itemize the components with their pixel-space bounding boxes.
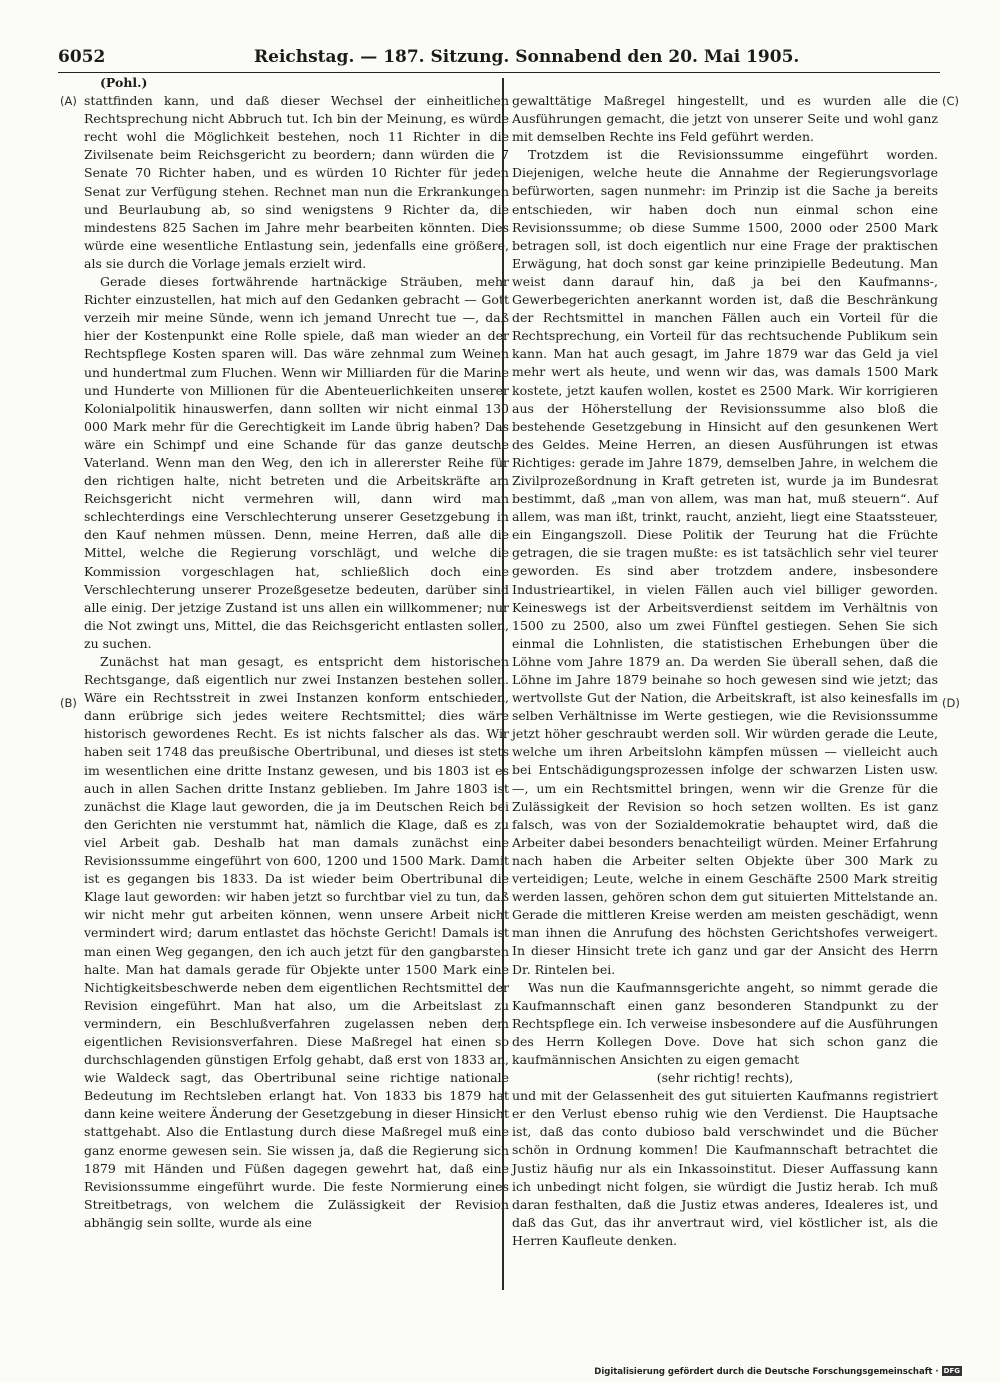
right-column	[512, 92, 938, 1250]
page-header	[58, 46, 940, 73]
paragraph: Gerade dieses fortwährende hartnäckige Sträuben, mehr Richter einzustellen, hat mich auf den Gedanken gebracht — Gott verzeih mir meine Sünde, wenn ich jemand Unrecht tue —, daß hier der Kostenpunkt eine Rolle spiele, daß man wieder an der Rechtspflege Kosten sparen will. Das wäre zehnmal zum Weinen und hundertmal zum Fluchen. Wenn wir Milliarden für die Marine und Hunderte von Millionen für die Abenteuerlichkeiten unserer Kolonialpolitik hinauswerfen, dann sollten wir nicht einmal 130 000 Mark mehr für die Gerechtigkeit im Lande übrig haben? Das wäre ein Schimpf und eine Schande für das ganze deutsche Vaterland. Wenn man den Weg, den ich in allererster Reihe für den richtigen halte, nicht betreten und die Arbeitskräfte am Reichsgericht nicht vermehren will, dann wird man schlechterdings eine Verschlechterung unserer Gesetzgebung in den Kauf nehmen müssen. Denn, meine Herren, daß alle die Mittel, welche die Regierung vorschlägt, und welche die Kommission vorgeschlagen hat, schließlich doch eine Verschlechterung unserer Prozeßgesetze bedeuten, darüber sind alle einig. Der jetzige Zustand ist uns allen ein willkommener; nur die Not zwingt uns, Mittel, die das Reichsgericht entlasten sollen, zu suchen.	[84, 274, 509, 651]
left-column	[84, 74, 509, 1232]
margin-mark-c: (C)	[942, 94, 960, 108]
paragraph: Zunächst hat man gesagt, es entspricht dem historischen Rechtsgange, daß eigentlich nur zwei Instanzen bestehen sollen. Wäre ein Rechtsstreit in zwei Instanzen konform entschieden, dann erübrige sich jedes weitere Rechtsmittel; dies wäre historisch gewordenes Recht. Es ist nichts falscher als das. Wir haben seit 1748 das preußische Obertribunal, und dieses ist stets im wesentlichen eine dritte Instanz gewesen, und bis 1803 ist es auch in allen Sachen dritte Instanz geblieben. Im Jahre 1803 ist zunächst die Klage laut geworden, die ja im Deutschen Reich bei den Gerichten nie verstummt hat, nämlich die Klage, daß es zu viel Arbeit gab. Deshalb hat man damals zunächst eine Revisionssumme eingeführt von 600, 1200 und 1500 Mark. Damit ist es gegangen bis 1833. Da ist wieder beim Obertribunal die Klage laut geworden: wir haben jetzt so furchtbar viel zu tun, daß wir nicht mehr gut arbeiten können, wenn unsere Arbeit nicht vermindert wird; darum entlastet das höchste Gericht! Damals ist man einen Weg gegangen, den ich auch jetzt für den gangbarsten halte. Man hat damals gerade für Objekte unter 1500 Mark eine Nichtigkeitsbeschwerde neben dem eigentlichen Rechtsmittel der Revision eingeführt. Man hat also, um die Arbeitslast zu vermindern, ein Beschlußverfahren zugelassen neben dem eigentlichen Revisionsverfahren. Diese Maßregel hat einen so durchschlagenden günstigen Erfolg gehabt, daß erst von 1833 an, wie Waldeck sagt, das Obertribunal seine richtige nationale Bedeutung im Rechtsleben erlangt hat. Von 1833 bis 1879 hat dann keine weitere Änderung der Gesetzgebung in dieser Hinsicht stattgehabt. Also die Entlastung durch diese Maßregel muß eine ganz enorme gewesen sein. Sie wissen ja, daß die Regierung sich 1879 mit Händen und Füßen dagegen gewehrt hat, daß eine Revisionssumme eingeführt wurde. Die feste Normierung eines Streitbetrags, von welchem die Zulässigkeit der Revision abhängig sein sollte, wurde als eine	[84, 654, 509, 1230]
dfg-logo: DFG	[943, 1367, 960, 1375]
column-divider	[502, 78, 504, 1290]
margin-mark-d: (D)	[942, 696, 960, 710]
credit-text: Digitalisierung gefördert durch die Deutsche Forschungsgemeinschaft ·	[594, 1367, 939, 1377]
running-head: Reichstag. — 187. Sitzung. Sonnabend den 20. Mai 1905.	[254, 47, 800, 67]
paragraph: stattfinden kann, und daß dieser Wechsel der einheitlichen Rechtsprechung nicht Abbruch tut. Ich bin der Meinung, es würde recht wohl die Möglichkeit bestehen, noch 11 Richter in die Zivilsenate beim Reichsgericht zu beordern; dann würden die 7 Senate 70 Richter haben, und es würden 10 Richter für jeden Senat zur Verfügung stehen. Rechnet man nun die Erkrankungen und Beurlaubung ab, so sind wenigstens 9 Richter da, die mindestens 825 Sachen im Jahre mehr bearbeiten könnten. Dies würde eine wesentliche Entlastung sein, jedenfalls eine größere, als sie durch die Vorlage jemals erzielt wird.	[84, 93, 509, 271]
margin-mark-a: (A)	[60, 94, 77, 108]
interjection: (sehr richtig! rechts),	[656, 1070, 794, 1086]
paragraph: Trotzdem ist die Revisionssumme eingeführt worden. Diejenigen, welche heute die Annahme der Regierungsvorlage befürworten, sagen nunmehr: im Prinzip ist die Sache ja bereits entschieden, wir haben doch nun einmal schon eine Revisionssumme; ob diese Summe 1500, 2000 oder 2500 Mark betragen soll, ist doch eigentlich nur eine Frage der praktischen Erwägung, hat doch sonst gar keine prinzipielle Bedeutung. Man weist dann darauf hin, daß ja bei den Kaufmanns-, Gewerbegerichten anerkannt worden ist, daß die Beschränkung der Rechtsmittel in manchen Fällen auch ein Vorteil für die Rechtsprechung, ein Vorteil für das rechtsuchende Publikum sein kann. Man hat auch gesagt, im Jahre 1879 war das Geld ja viel mehr wert als heute, und wenn wir das, was damals 1500 Mark kostete, jetzt kaufen wollen, kostet es 2500 Mark. Wir korrigieren aus der Höherstellung der Revisionssumme also bloß die bestehende Gesetzgebung in Hinsicht auf den gesunkenen Wert des Geldes. Meine Herren, an diesen Ausführungen ist etwas Richtiges: gerade im Jahre 1879, demselben Jahre, in welchem die Zivilprozeßordnung in Kraft getreten ist, wurde ja im Bundesrat bestimmt, daß „man von allem, was man hat, muß steuern“. Auf allem, was man ißt, trinkt, raucht, anzieht, liegt eine Staatssteuer, ein Eingangszoll. Diese Politik der Teurung hat die Früchte getragen, die sie tragen mußte: es ist tatsächlich sehr viel teurer geworden. Es sind aber trotzdem andere, insbesondere Industrieartikel, in vielen Fällen auch viel billiger geworden. Keineswegs ist der Arbeitsverdienst seitdem im Verhältnis von 1500 zu 2500, also um zwei Fünftel gestiegen. Sehen Sie sich einmal die Lohnlisten, die statistischen Erhebungen über die Löhne vom Jahre 1879 an. Da werden Sie überall sehen, daß die Löhne im Jahre 1879 beinahe so hoch gewesen sind wie jetzt; das wertvollste Gut der Nation, die Arbeitskraft, ist also keinesfalls im selben Verhältnisse im Werte gestiegen, wie die Revisionssumme jetzt höher geschraubt werden soll. Wir würden gerade die Leute, welche um ihren Arbeitslohn kämpfen müssen — vielleicht auch bei Entschädigungsprozessen infolge der schwarzen Listen usw. —, um ein Rechtsmittel bringen, wenn wir die Grenze für die Zulässigkeit der Revision so hoch setzen wollten. Es ist ganz falsch, was von der Sozialdemokratie behauptet wird, daß die Arbeiter dabei besonders benachteiligt würden. Meiner Erfahrung nach haben die Arbeiter selten Objekte über 300 Mark zu verteidigen; Leute, welche in einem Geschäfte 2500 Mark streitig werden lassen, gehören schon dem gut situierten Mittelstande an. Gerade die mittleren Kreise werden am meisten geschädigt, wenn man ihnen die Anrufung des höchsten Gerichtshofes verweigert. In dieser Hinsicht trete ich ganz und gar der Ansicht des Herrn Dr. Rintelen bei.	[512, 147, 938, 977]
paragraph: gewalttätige Maßregel hingestellt, und es wurden alle die Ausführungen gemacht, die jetzt von unserer Seite und wohl ganz mit demselben Rechte ins Feld geführt werden.	[512, 93, 938, 145]
digitization-credit	[594, 1366, 962, 1377]
paragraph: Was nun die Kaufmannsgerichte angeht, so nimmt gerade die Kaufmannschaft einen ganz besonderen Standpunkt zu der Rechtspflege ein. Ich verweise insbesondere auf die Ausführungen des Herrn Kollegen Dove. Dove hat sich schon ganz die kaufmännischen Ansichten zu eigen gemacht	[512, 979, 938, 1067]
paragraph: und mit der Gelassenheit des gut situierten Kaufmanns registriert er den Verlust ebenso ruhig wie den Verdienst. Die Hauptsache ist, daß das conto dubioso bald verschwindet und die Bücher schön in Ordnung kommen! Die Kaufmannschaft betrachtet die Justiz häufig nur als ein Inkassoinstitut. Dieser Auffassung kann ich unbedingt nicht folgen, sie würdigt die Justiz herab. Ich muß daran festhalten, daß die Justiz etwas anderes, Idealeres ist, und daß das Gut, das ihr anvertraut wird, viel köstlicher ist, als die Herren Kaufleute denken.	[512, 1088, 938, 1248]
page-number: 6052	[58, 47, 106, 67]
speaker-name: (Pohl.)	[100, 75, 148, 90]
margin-mark-b: (B)	[60, 696, 77, 710]
